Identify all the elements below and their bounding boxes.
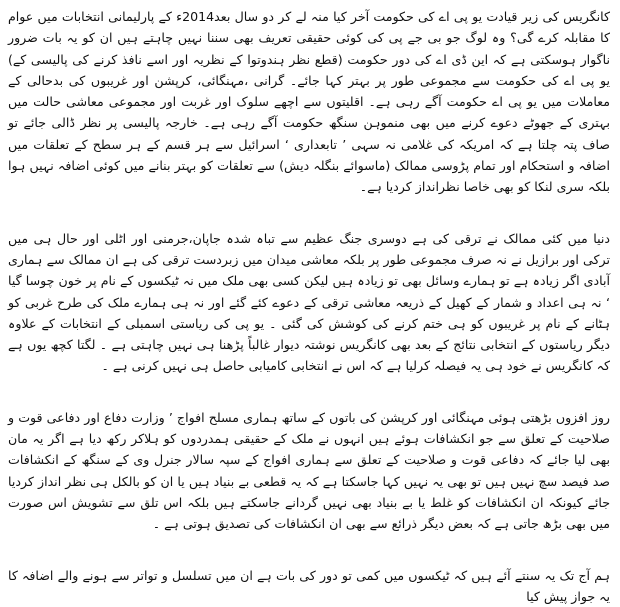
paragraph-2: دنیا میں کئی ممالک نے ترقی کی ہے دوسری جنگ عظیم سے تباہ شدہ جاپان،جرمنی اور اٹلی اور حال ہی میں ترکی اور برازیل نے نہ صرف مجموعی طور پر بلکہ معاشی میدان میں زبردست ترقی کی ہے ان ممالک سے ہماری آبادی اگر زیادہ ہے تو ہمارے وسائل بھی تو زیادہ ہیں لیکن کسی بھی ملک میں نہ ٹیکسوں کے نام پر خون چوسا گیا ‘ نہ ہی اعداد و شمار کے کھیل کے ذریعہ معاشی ترقی کے دعوے کئے گئے اور نہ ہی ہمارے ملک کی طرح غربی کو ہٹانے کے نام پر غریبوں کو ہی ختم کرنے کی کوشش کی گئی ۔ یو پی کی ریاستی اسمبلی کے انتخابات کے علاوہ دیگر ریاستوں کے انتخابی نتائج کے بعد بھی کانگریس نوشتہ دیوار غالباً پڑھنا ہی نہیں چاہتی ہے ۔ لگتا کچھ یوں ہے کہ کانگریس نے خود ہی یہ فیصلہ کرلیا ہے کہ اس نے انتخابی کامیابی حاصل ہی نہیں کرنی ہے ۔ bbox=[8, 230, 610, 374]
paragraph-1: کانگریس کی زیر قیادت یو پی اے کی حکومت آخر کیا منہ لے کر دو سال بعد2014ء کے پارلیمانی انتخابات میں عوام کا مقابلہ کرے گی؟ وہ لوگ جو بی جے پی کی کوئی حقیقی تعریف بھی سننا نہیں چاہتے ہیں ان کو یہ بات ضرور ناگوار ہوسکتی ہے کہ این ڈی اے کی دور حکومت (قطع نظر ہندوتوا کے نظریہ اور اسے نافذ کرنے کی پالیسی کے) یو پی اے کی حکومت سے مجموعی طور پر بہتر کہا جائے۔ گرانی ،مہنگائی، کرپشن اور غریبوں کی بدحالی کے معاملات میں یو پی اے حکومت آگے رہی ہے۔ اقلیتوں سے اچھے سلوک اور غربت اور مجموعی معاشی حالت میں بہتری کے جھوٹے دعوے کرنے میں بھی منموہن سنگھ حکومت آگے رہی ہے۔ خارجہ پالیسی پر نظر ڈالی جائے تو صاف پتہ چلتا ہے کہ امریکہ کی غلامی نہ سہی ’ تابعداری ‘ اسرائیل سے ہر قسم کے ہر سطح کے تعلقات میں اضافہ و استحکام اور تمام پڑوسی ممالک (ماسوائے بنگلہ دیش) سے تعلقات کو بہتر بنانے میں کوئی اضافہ نہیں ہوا بلکہ سری لنکا کو بھی خاصا نظرانداز کردیا ہے۔ bbox=[8, 9, 610, 195]
paragraph-3: روز افزوں بڑھتی ہوئی مہنگائی اور کرپشن کی باتوں کے ساتھ ہماری مسلح افواج ’ وزارت دفاع اور دفاعی قوت و صلاحیت کے تعلق سے جو انکشافات ہوئے ہیں انہوں نے ملک کے حقیقی ہمدردوں کو ہلاکر رکھ دیا ہے اگر یہ مان بھی لیا جائے کہ دفاعی قوت و صلاحیت کے تعلق سے ہماری افواج کے سپہ سالار جنرل وی کے سنگھ کے انکشافات صد فیصد سچ نہیں ہیں تو بھی یہ نہیں کہا جاسکتا ہے کہ یہ قطعی بے بنیاد ہیں یا ان کو بالکل ہی نظر انداز کردیا جائے کیونکہ ان انکشافات کو غلط یا بے بنیاد بھی نہیں گردانے جاسکتے ہیں بلکہ اس تلق سے تشویش اس صورت میں بھی بڑھ جاتی ہے کہ بعض دیگر ذرائع سے بھی ان انکشافات کی تصدیق ہوتی ہے ۔ bbox=[8, 409, 610, 532]
paragraph-4: ہم آج تک یہ سنتے آئے ہیں کہ ٹیکسوں میں کمی تو دور کی بات ہے ان میں تسلسل و تواتر سے ہونے والے اضافہ کا یہ جواز پیش کیا bbox=[8, 567, 610, 604]
